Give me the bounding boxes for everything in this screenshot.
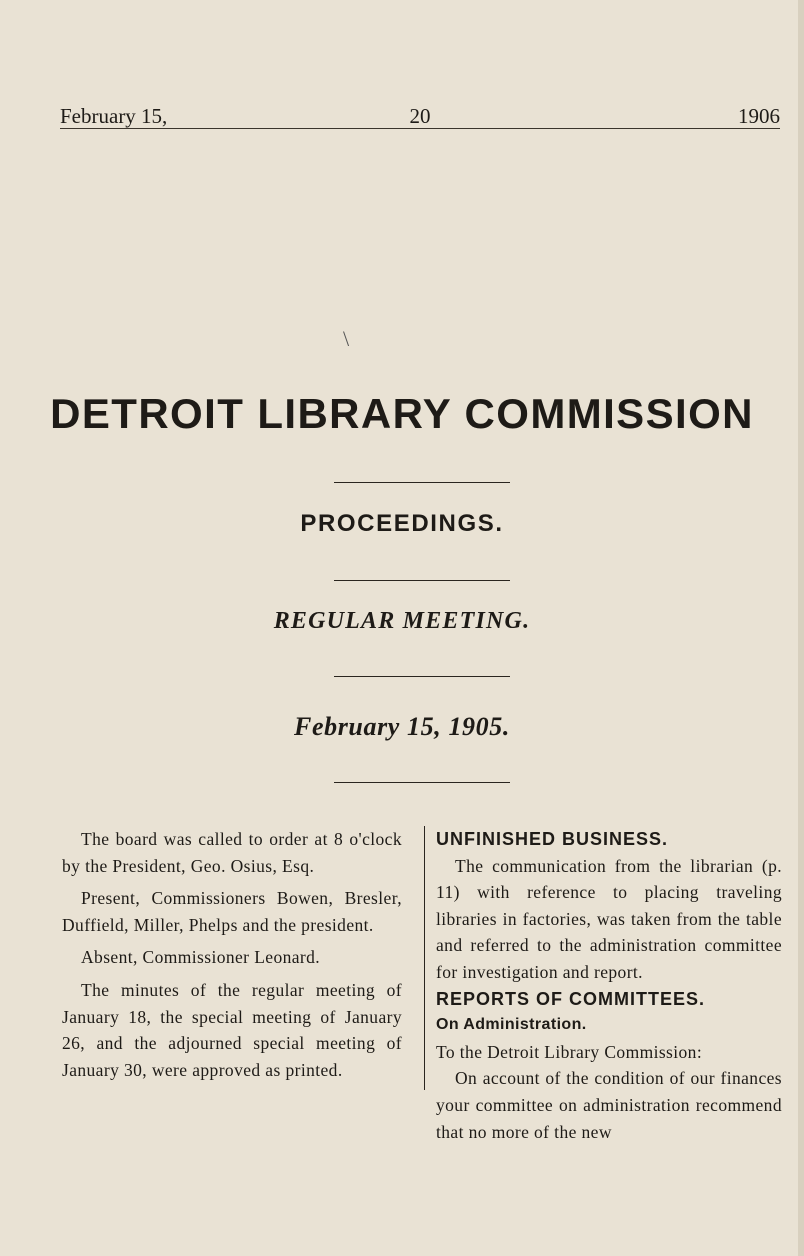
paragraph-finances: On account of the condition of our finances your committee on administration recommend that no more of the new bbox=[436, 1068, 782, 1142]
divider-rule-4 bbox=[334, 782, 510, 783]
divider-rule-2 bbox=[334, 580, 510, 581]
paragraph-traveling-libraries: The communication from the librarian (p. 11) with reference to placing traveling libraries in factories, was taken from the table and referred to the administration committee for investigation and report. bbox=[436, 855, 782, 982]
divider-rule-1 bbox=[334, 482, 510, 483]
salutation: To the Detroit Library Commission: bbox=[436, 1041, 703, 1062]
heading-unfinished-business: UNFINISHED BUSINESS. bbox=[436, 829, 669, 849]
running-head-date: February 15, bbox=[60, 104, 168, 128]
section-title: PROCEEDINGS. bbox=[300, 510, 504, 537]
meeting-type: REGULAR MEETING. bbox=[273, 608, 531, 634]
document-title: DETROIT LIBRARY COMMISSION bbox=[50, 390, 754, 437]
subheading-administration: On Administration. bbox=[436, 1016, 587, 1034]
paragraph-present: Present, Commissioners Bowen, Bresler, Duffield, Miller, Phelps and the president. bbox=[62, 888, 402, 935]
page-number: 20 bbox=[409, 104, 431, 128]
running-head-year: 1906 bbox=[738, 104, 780, 128]
paragraph-call-to-order: The board was called to order at 8 o'clock by the President, Geo. Osius, Esq. bbox=[62, 829, 402, 876]
column-divider bbox=[424, 826, 425, 1090]
running-head bbox=[60, 104, 780, 134]
stray-mark: \ bbox=[343, 326, 350, 351]
header-rule bbox=[60, 128, 780, 129]
divider-rule-3 bbox=[334, 676, 510, 677]
paragraph-minutes: The minutes of the regular meeting of January 18, the special meeting of January 26, and the adjourned special meeting of January 30, were approved as printed. bbox=[62, 979, 402, 1080]
heading-reports-of-committees: REPORTS OF COMMITTEES. bbox=[436, 988, 706, 1009]
meeting-date: February 15, 1905. bbox=[294, 712, 510, 741]
paragraph-absent: Absent, Commissioner Leonard. bbox=[81, 947, 321, 968]
left-column bbox=[62, 826, 402, 1083]
right-column bbox=[436, 826, 782, 1145]
